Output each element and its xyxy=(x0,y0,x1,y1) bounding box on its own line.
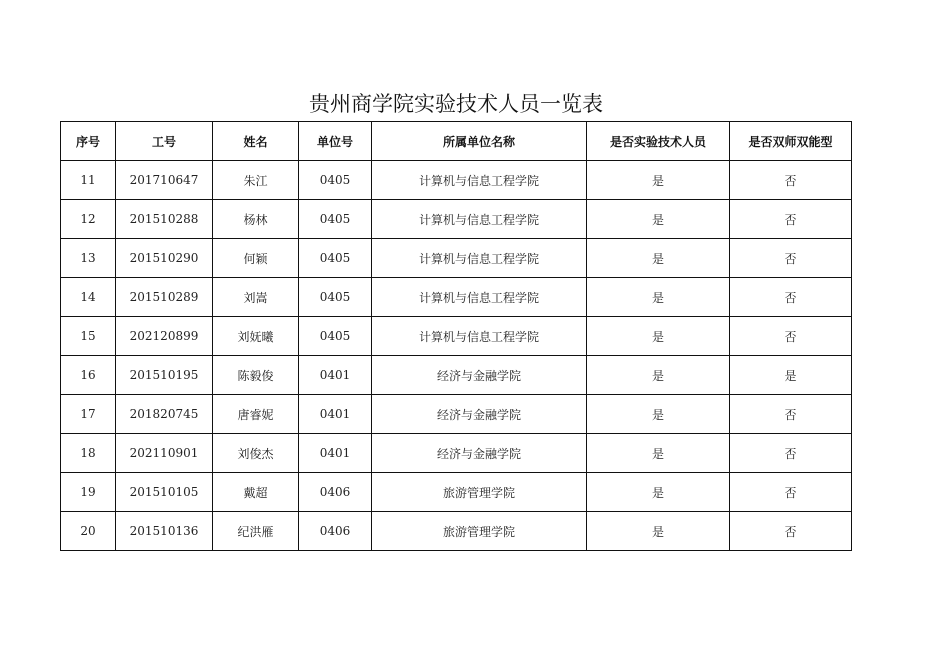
table-cell: 否 xyxy=(730,395,852,434)
table-cell: 杨林 xyxy=(213,200,299,239)
column-header: 是否双师双能型 xyxy=(730,122,852,161)
table-cell: 20 xyxy=(61,512,116,551)
table-cell: 是 xyxy=(587,395,730,434)
table-cell: 是 xyxy=(587,200,730,239)
table-cell: 0405 xyxy=(299,161,372,200)
table-cell: 否 xyxy=(730,317,852,356)
table-cell: 是 xyxy=(587,434,730,473)
table-cell: 201510105 xyxy=(116,473,213,512)
table-cell: 201510136 xyxy=(116,512,213,551)
column-header: 序号 xyxy=(61,122,116,161)
table-row xyxy=(61,512,852,551)
table-cell: 纪洪雁 xyxy=(213,512,299,551)
table-cell: 201510290 xyxy=(116,239,213,278)
staff-table xyxy=(60,121,852,551)
table-cell: 计算机与信息工程学院 xyxy=(372,278,587,317)
table-cell: 是 xyxy=(587,239,730,278)
table-cell: 是 xyxy=(587,161,730,200)
column-header: 所属单位名称 xyxy=(372,122,587,161)
table-cell: 0405 xyxy=(299,200,372,239)
table-cell: 19 xyxy=(61,473,116,512)
table-row xyxy=(61,239,852,278)
table-row xyxy=(61,395,852,434)
table-cell: 18 xyxy=(61,434,116,473)
table-cell: 计算机与信息工程学院 xyxy=(372,200,587,239)
table-row xyxy=(61,200,852,239)
table-cell: 0406 xyxy=(299,473,372,512)
table-cell: 刘俊杰 xyxy=(213,434,299,473)
table-row xyxy=(61,278,852,317)
table-cell: 202120899 xyxy=(116,317,213,356)
table-cell: 否 xyxy=(730,239,852,278)
table-row xyxy=(61,473,852,512)
table-cell: 201820745 xyxy=(116,395,213,434)
column-header: 姓名 xyxy=(213,122,299,161)
table-cell: 17 xyxy=(61,395,116,434)
table-cell: 201510288 xyxy=(116,200,213,239)
column-header: 单位号 xyxy=(299,122,372,161)
table-cell: 经济与金融学院 xyxy=(372,356,587,395)
table-cell: 201510195 xyxy=(116,356,213,395)
table-cell: 0401 xyxy=(299,434,372,473)
table-cell: 是 xyxy=(587,278,730,317)
table-cell: 14 xyxy=(61,278,116,317)
table-cell: 否 xyxy=(730,161,852,200)
table-cell: 计算机与信息工程学院 xyxy=(372,161,587,200)
table-cell: 经济与金融学院 xyxy=(372,395,587,434)
table-cell: 11 xyxy=(61,161,116,200)
table-row xyxy=(61,434,852,473)
table-cell: 0405 xyxy=(299,239,372,278)
table-cell: 何颖 xyxy=(213,239,299,278)
table-cell: 唐睿妮 xyxy=(213,395,299,434)
table-cell: 否 xyxy=(730,200,852,239)
table-cell: 经济与金融学院 xyxy=(372,434,587,473)
table-header-row xyxy=(61,122,852,161)
column-header: 工号 xyxy=(116,122,213,161)
column-header: 是否实验技术人员 xyxy=(587,122,730,161)
table-cell: 16 xyxy=(61,356,116,395)
table-row xyxy=(61,356,852,395)
table-cell: 0405 xyxy=(299,317,372,356)
table-cell: 旅游管理学院 xyxy=(372,512,587,551)
table-cell: 201710647 xyxy=(116,161,213,200)
table-cell: 刘嵩 xyxy=(213,278,299,317)
table-row xyxy=(61,161,852,200)
table-cell: 是 xyxy=(587,317,730,356)
table-cell: 0401 xyxy=(299,395,372,434)
table-cell: 13 xyxy=(61,239,116,278)
table-cell: 0406 xyxy=(299,512,372,551)
table-cell: 戴超 xyxy=(213,473,299,512)
table-cell: 陈毅俊 xyxy=(213,356,299,395)
table-cell: 计算机与信息工程学院 xyxy=(372,317,587,356)
table-cell: 15 xyxy=(61,317,116,356)
table-cell: 朱江 xyxy=(213,161,299,200)
table-cell: 是 xyxy=(587,473,730,512)
table-cell: 201510289 xyxy=(116,278,213,317)
table-cell: 旅游管理学院 xyxy=(372,473,587,512)
table-row xyxy=(61,317,852,356)
table-cell: 计算机与信息工程学院 xyxy=(372,239,587,278)
table-cell: 是 xyxy=(587,512,730,551)
table-cell: 否 xyxy=(730,434,852,473)
table-cell: 202110901 xyxy=(116,434,213,473)
table-cell: 0401 xyxy=(299,356,372,395)
table-cell: 否 xyxy=(730,512,852,551)
table-cell: 是 xyxy=(587,356,730,395)
table-cell: 否 xyxy=(730,473,852,512)
table-cell: 0405 xyxy=(299,278,372,317)
table-cell: 12 xyxy=(61,200,116,239)
table-cell: 是 xyxy=(730,356,852,395)
page-title: 贵州商学院实验技术人员一览表 xyxy=(309,92,603,116)
table-cell: 刘妩曦 xyxy=(213,317,299,356)
table-cell: 否 xyxy=(730,278,852,317)
